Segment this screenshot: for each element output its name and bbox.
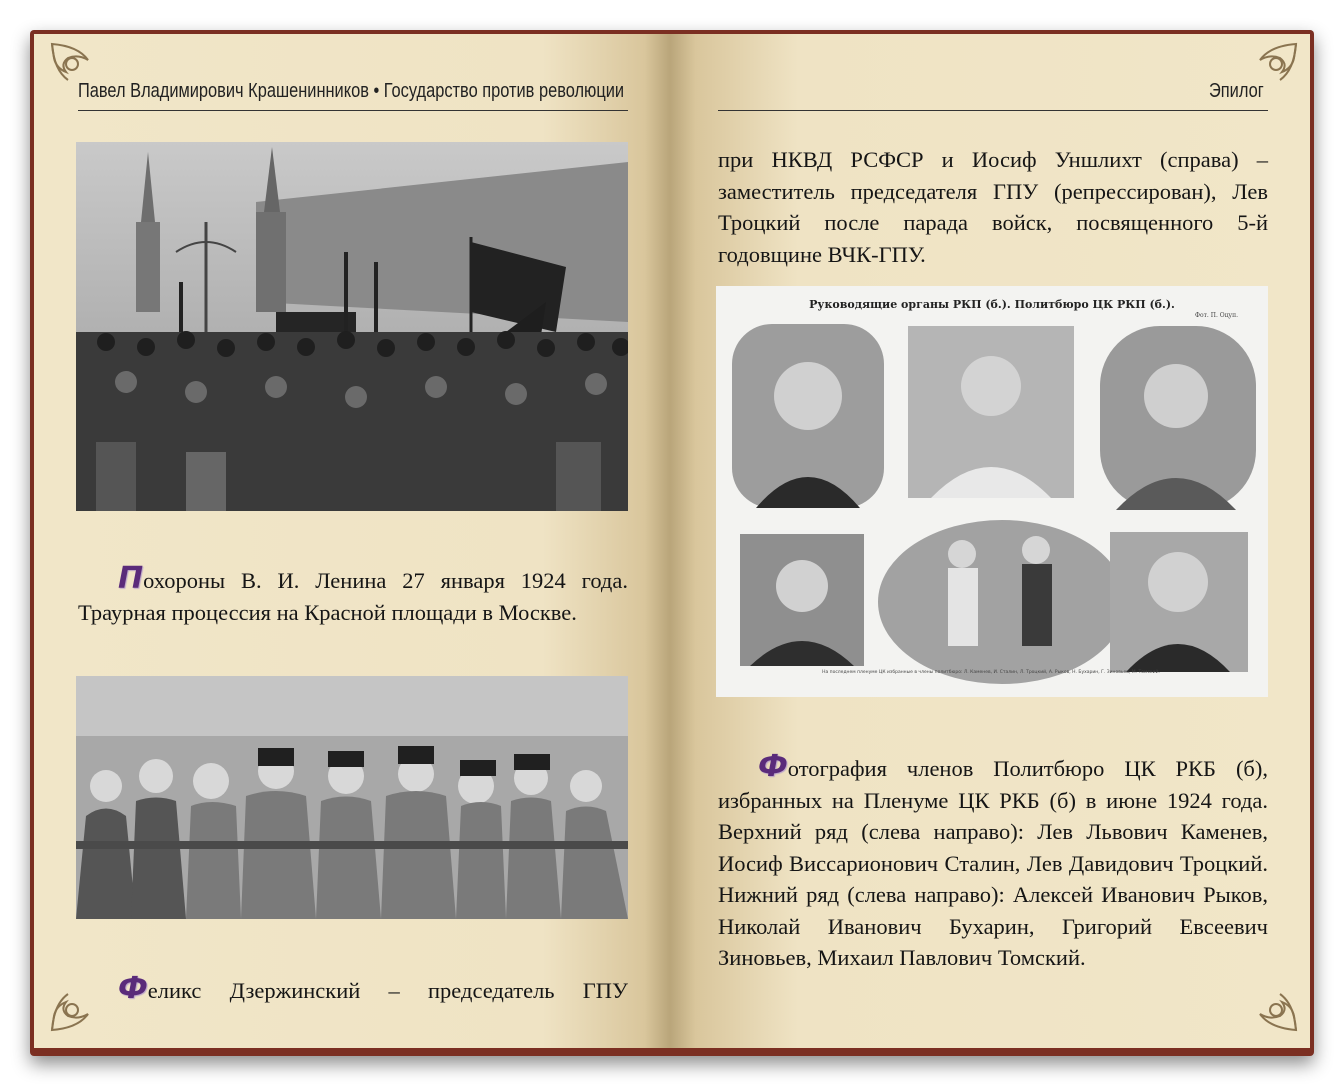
dzerzhinsky-group-photo	[76, 676, 628, 919]
header-rule-right	[718, 110, 1268, 111]
caption-dzerzhinsky-text: еликс Дзержинский – председатель ГПУ	[147, 978, 628, 1003]
caption-politburo-text: отография членов Политбюро ЦК РКБ (б), избранных на Пленуме ЦК РКБ (б) в июне 1924 года. Верхний ряд (слева направо): Лев Львович Каменев, Иосиф Виссарионович Сталин, Лев Давидович Троцкий. Нижний ряд (слева направо): Алексей Иванович Рыков, Николай Иванович Бухарин, Григорий Евсеевич Зиновьев, Михаил Павлович Томский.	[718, 756, 1268, 970]
continued-text: при НКВД РСФСР и Иосиф Уншлихт (справа) – заместитель председателя ГПУ (репрессирован), Лев Троцкий после парада войск, посвященного 5-й годовщине ВЧК-ГПУ.	[718, 147, 1268, 267]
running-title-right: Эпилог	[1209, 80, 1264, 102]
politburo-photo-heading: Руководящие органы РКП (б.). Политбюро ЦК РКП (б.).	[809, 298, 1175, 311]
dropcap: П	[118, 561, 144, 596]
dropcap: Ф	[758, 749, 788, 784]
politburo-photo	[716, 286, 1268, 697]
corner-ornament-icon	[1230, 964, 1300, 1034]
dzerzhinsky-group-photo-icon	[76, 676, 628, 919]
caption-funeral	[78, 563, 628, 628]
politburo-photo-credit: Фот. П. Оцуп.	[1195, 312, 1238, 319]
dropcap: Ф	[118, 971, 148, 1006]
caption-dzerzhinsky	[78, 973, 628, 1007]
politburo-portraits-icon	[716, 286, 1268, 697]
funeral-procession-photo-icon	[76, 142, 628, 511]
caption-politburo	[718, 751, 1268, 974]
running-title-left: Павел Владимирович Крашенинников • Государство против революции	[78, 80, 625, 102]
funeral-procession-photo	[76, 142, 628, 511]
caption-funeral-text: охороны В. И. Ленина 27 января 1924 года. Траурная процессия на Красной площади в Москве.	[78, 568, 628, 625]
politburo-photo-bottom-caption: На последнем пленуме ЦК избранные в члены политбюро: Л. Каменев, И. Сталин, Л. Троцкий, А. Рыков, Н. Бухарин, Г. Зиновьев, М. Томский.	[822, 670, 1160, 675]
header-rule-left	[78, 110, 628, 111]
